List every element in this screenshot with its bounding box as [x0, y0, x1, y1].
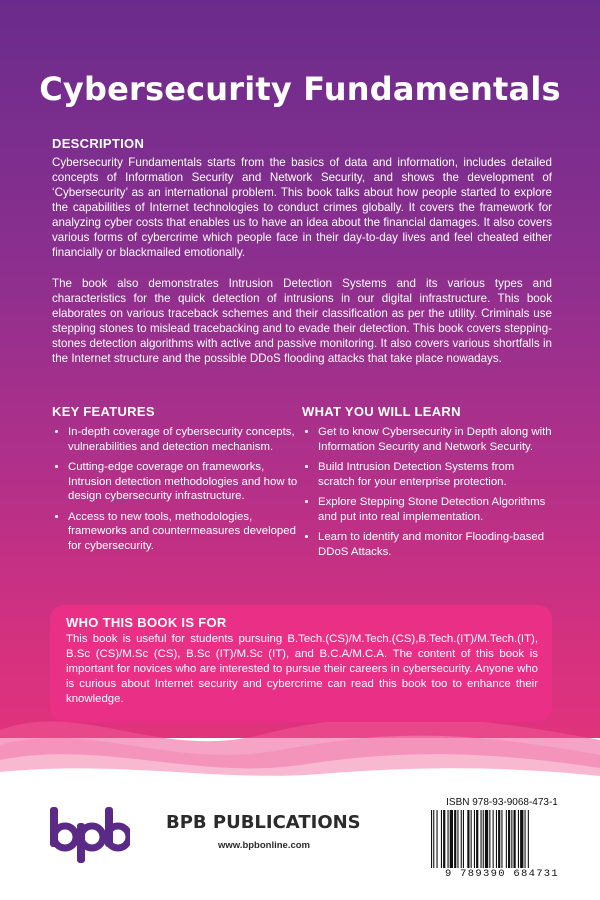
what-you-will-learn-heading: WHAT YOU WILL LEARN: [302, 404, 461, 419]
key-features-section: [52, 404, 302, 565]
key-feature-item: • Cutting-edge coverage on frameworks, Intrusion detection methodologies and how to design cybersecurity infrastructure.: [68, 460, 302, 504]
learn-item: • Learn to identify and monitor Flooding-based DDoS Attacks.: [318, 530, 552, 559]
description-paragraph-1: Cybersecurity Fundamentals starts from the basics of data and information, includes detailed concepts of Information Security and Network Security, and shows the development of ‘Cybersecurity’ as an international problem. This book talks about how people started to explore the capabilities of Internet technologies to conduct crimes globally. It covers the framework for analyzing cyber costs that enables us to have an idea about the financial damages. It also covers various forms of cybercrime which people face in their day-to-day lives and feel cheated either financially or blackmailed emotionally.: [52, 156, 552, 259]
barcode-number: 9 789390 684731: [444, 868, 559, 880]
features-columns: [52, 404, 552, 565]
what-you-will-learn-section: [302, 404, 552, 565]
key-feature-item: • Access to new tools, methodologies, frameworks and countermeasures developed for cybersecurity.: [68, 510, 302, 554]
description-heading: DESCRIPTION: [52, 136, 145, 151]
learn-item: • Get to know Cybersecurity in Depth along with Information Security and Network Security.: [318, 425, 552, 454]
description-section: [52, 136, 552, 366]
who-this-book-is-for-box: [50, 605, 552, 722]
who-text: This book is useful for students pursuing B.Tech.(CS)/M.Tech.(CS),B.Tech.(IT)/M.Tech.(IT), B.Sc (CS)/M.Sc (CS), B.Sc (IT)/M.Sc (IT), and B.C.A/M.C.A. The content of this book is important for novices who are interested to pursue their careers in cybersecurity. Anyone who is curious about Internet security and cybercrime can read this book too to enhance their knowledge.: [66, 633, 538, 705]
barcode-block: [418, 797, 586, 883]
learn-item: • Build Intrusion Detection Systems from scratch for your enterprise protection.: [318, 460, 552, 489]
bpb-logo: [48, 803, 130, 865]
learn-item: • Explore Stepping Stone Detection Algorithms and put into real implementation.: [318, 495, 552, 524]
who-heading: WHO THIS BOOK IS FOR: [66, 615, 227, 630]
key-feature-item: • In-depth coverage of cybersecurity concepts, vulnerabilities and detection mechanism.: [68, 425, 302, 454]
isbn-text: ISBN 978-93-9068-473-1: [446, 797, 558, 808]
barcode-bars: [427, 810, 577, 868]
key-features-list: [52, 425, 302, 553]
publisher-url: www.bpbonline.com: [218, 840, 311, 851]
description-paragraph-2: The book also demonstrates Intrusion Detection Systems and its various types and characteristics for the quick detection of intrusions in our digital infrastructure. This book elaborates on various traceback schemes and their classification as per the utility. Criminals use stepping stones to mislead tracebacking and to evade their detection. This book covers stepping-stones detection algorithms with active and passive monitoring. It also covers various shortfalls in the Internet structure and the possible DDoS flooding attacks that take place nowadays.: [52, 277, 552, 365]
book-title: Cybersecurity Fundamentals: [39, 70, 561, 108]
publisher-name: BPB PUBLICATIONS: [166, 812, 361, 833]
learn-list: [302, 425, 552, 559]
key-features-heading: KEY FEATURES: [52, 404, 155, 419]
